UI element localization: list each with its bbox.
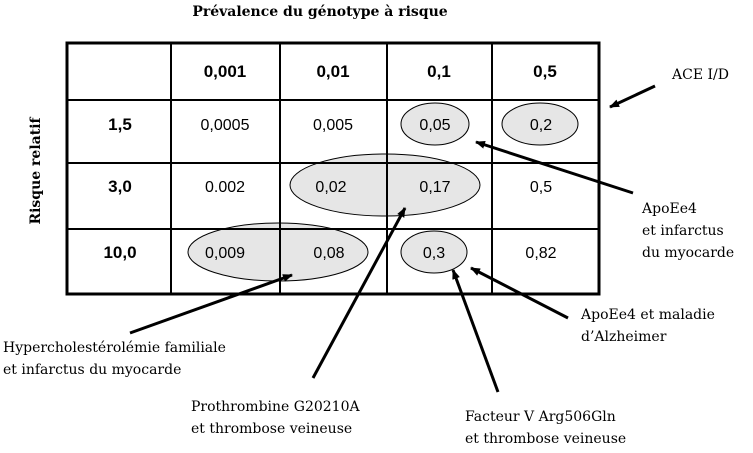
annotation-line: Facteur V Arg506Gln (465, 409, 616, 425)
table-cell: 0,005 (312, 117, 354, 134)
table-cell: 0,0005 (200, 117, 250, 134)
chart-title: Prévalence du génotype à risque (192, 4, 448, 20)
table-cell: 0,2 (529, 117, 553, 134)
column-header: 0,1 (427, 62, 451, 81)
table-cell: 0.002 (204, 179, 246, 196)
annotation-ace: ACE I/D (672, 67, 729, 83)
annotation-hyperchol (3, 340, 230, 378)
table-cell: 0,02 (315, 179, 347, 196)
annotation-prothrombine (191, 399, 364, 437)
annotation-apoe-alzheimer (580, 307, 719, 345)
annotation-line: et thrombose veineuse (191, 421, 353, 437)
column-header: 0,001 (203, 62, 247, 81)
table-cell: 0,009 (204, 245, 246, 262)
annotation-line: et infarctus du myocarde (3, 362, 182, 378)
table-cell: 0,17 (419, 179, 451, 196)
annotation-line: et infarctus (642, 223, 724, 239)
arrow-ace (610, 86, 655, 107)
annotation-line: Prothrombine G20210A (191, 399, 360, 415)
column-header: 0,5 (533, 62, 557, 81)
table-cell: 0,3 (422, 245, 446, 262)
annotation-line: ApoEe4 (642, 201, 697, 217)
table-cell: 0,5 (529, 179, 553, 196)
annotation-line: d’Alzheimer (581, 329, 667, 345)
annotation-apoe-infarct (641, 201, 734, 261)
arrow-hyperchol (130, 275, 292, 333)
annotation-line: ApoEe4 et maladie (581, 307, 715, 323)
row-header: 3,0 (108, 177, 132, 196)
row-header: 10,0 (103, 243, 137, 262)
table-cell: 0,08 (313, 245, 345, 262)
table-cell: 0,82 (525, 245, 557, 262)
annotation-facteur-v (465, 409, 626, 447)
arrow-apoe-infarct (476, 142, 633, 193)
annotation-line: Hypercholestérolémie familiale (3, 340, 226, 356)
table-cell: 0,05 (419, 117, 451, 134)
column-header: 0,01 (316, 62, 350, 81)
y-axis-label: Risque relatif (28, 117, 44, 225)
row-header: 1,5 (108, 115, 132, 134)
annotation-line: et thrombose veineuse (465, 431, 627, 447)
annotation-line: du myocarde (642, 245, 735, 261)
